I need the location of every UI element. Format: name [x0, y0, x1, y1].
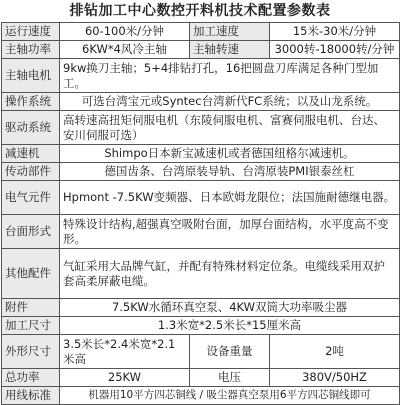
value-other-parts: 气缸采用大品牌气缸，并配有特殊材料定位条。电缆线采用双护套高柔屏蔽电缆。 [60, 249, 400, 299]
row-working-size [2, 317, 400, 335]
value-total-power: 25KW [60, 369, 190, 387]
value-reducer: Shimpo日本新宝减速机或者德国纽格尔减速机。 [60, 145, 400, 163]
label-dimensions: 外形尺寸 [2, 335, 60, 369]
label-voltage: 电压 [190, 369, 270, 387]
label-machining-speed: 加工速度 [190, 23, 270, 41]
value-table-form: 特殊设计结构,超强真空吸附台面，加厚台面结构，水平度高不变形。 [60, 215, 400, 249]
label-drive-system: 驱动系统 [2, 111, 60, 145]
value-spindle-speed: 3000转-18000转/分钟 [270, 41, 400, 59]
value-electrical: Hpmont -7.5KW变频器、日本欧姆龙限位；法国施耐德继电器。 [60, 181, 400, 215]
row-drive-system [2, 111, 400, 145]
value-spindle-power: 6KW*4风冷主轴 [60, 41, 190, 59]
value-machining-speed: 15米-30米/分钟 [270, 23, 400, 41]
value-dimensions: 3.5米长*2.4米宽*2.1米高 [60, 335, 190, 369]
spec-table [1, 22, 400, 405]
label-electrical: 电气元件 [2, 181, 60, 215]
label-working-size: 加工尺寸 [2, 317, 60, 335]
row-accessories [2, 299, 400, 317]
row-electrical [2, 181, 400, 215]
value-transmission: 德国齿条、台湾原装导轨、台湾原装PMI银泰丝杠 [60, 163, 400, 181]
row-wire-standard [2, 387, 400, 405]
row-total-power [2, 369, 400, 387]
value-weight: 2吨 [270, 335, 400, 369]
row-transmission [2, 163, 400, 181]
label-running-speed: 运行速度 [2, 23, 60, 41]
row-operating-system [2, 93, 400, 111]
row-running-speed [2, 23, 400, 41]
label-weight: 设备重量 [190, 335, 270, 369]
sheet-title: 排钻加工中心数控开料机技术配置参数表 [69, 3, 331, 19]
row-spindle-power [2, 41, 400, 59]
value-running-speed: 60-100米/分钟 [60, 23, 190, 41]
value-accessories: 7.5KW水循环真空泵、4KW双筒大功率吸尘器 [60, 299, 400, 317]
value-working-size: 1.3米宽*2.5米长*15厘米高 [60, 317, 400, 335]
label-wire-standard: 用线标准 [2, 387, 60, 405]
row-table-form [2, 215, 400, 249]
label-operating-system: 操作系统 [2, 93, 60, 111]
label-other-parts: 其他配件 [2, 249, 60, 299]
value-voltage: 380V/50HZ [270, 369, 400, 387]
value-drive-system: 高转速高扭矩伺服电机（东陵伺服电机、富赛伺服电机、台达、安川伺服可选） [60, 111, 400, 145]
label-accessories: 附件 [2, 299, 60, 317]
value-operating-system: 可选台湾宝元或Syntec台湾新代FC系统；以及山龙系统。 [60, 93, 400, 111]
value-wire-standard: 机器用10平方四芯铜线 / 吸尘器真空泵用6平方四芯铜线即可 [60, 387, 400, 405]
label-table-form: 台面形式 [2, 215, 60, 249]
value-spindle-motor: 9kw换刀主轴；5+4排钻打孔，16把圆盘刀库满足各种门型加工。 [60, 59, 400, 93]
row-reducer [2, 145, 400, 163]
label-total-power: 总功率 [2, 369, 60, 387]
row-other-parts [2, 249, 400, 299]
label-transmission: 传动部件 [2, 163, 60, 181]
label-spindle-motor: 主轴电机 [2, 59, 60, 93]
row-spindle-motor [2, 59, 400, 93]
row-dimensions [2, 335, 400, 369]
label-spindle-power: 主轴功率 [2, 41, 60, 59]
label-reducer: 减速机 [2, 145, 60, 163]
label-spindle-speed: 主轴转速 [190, 41, 270, 59]
